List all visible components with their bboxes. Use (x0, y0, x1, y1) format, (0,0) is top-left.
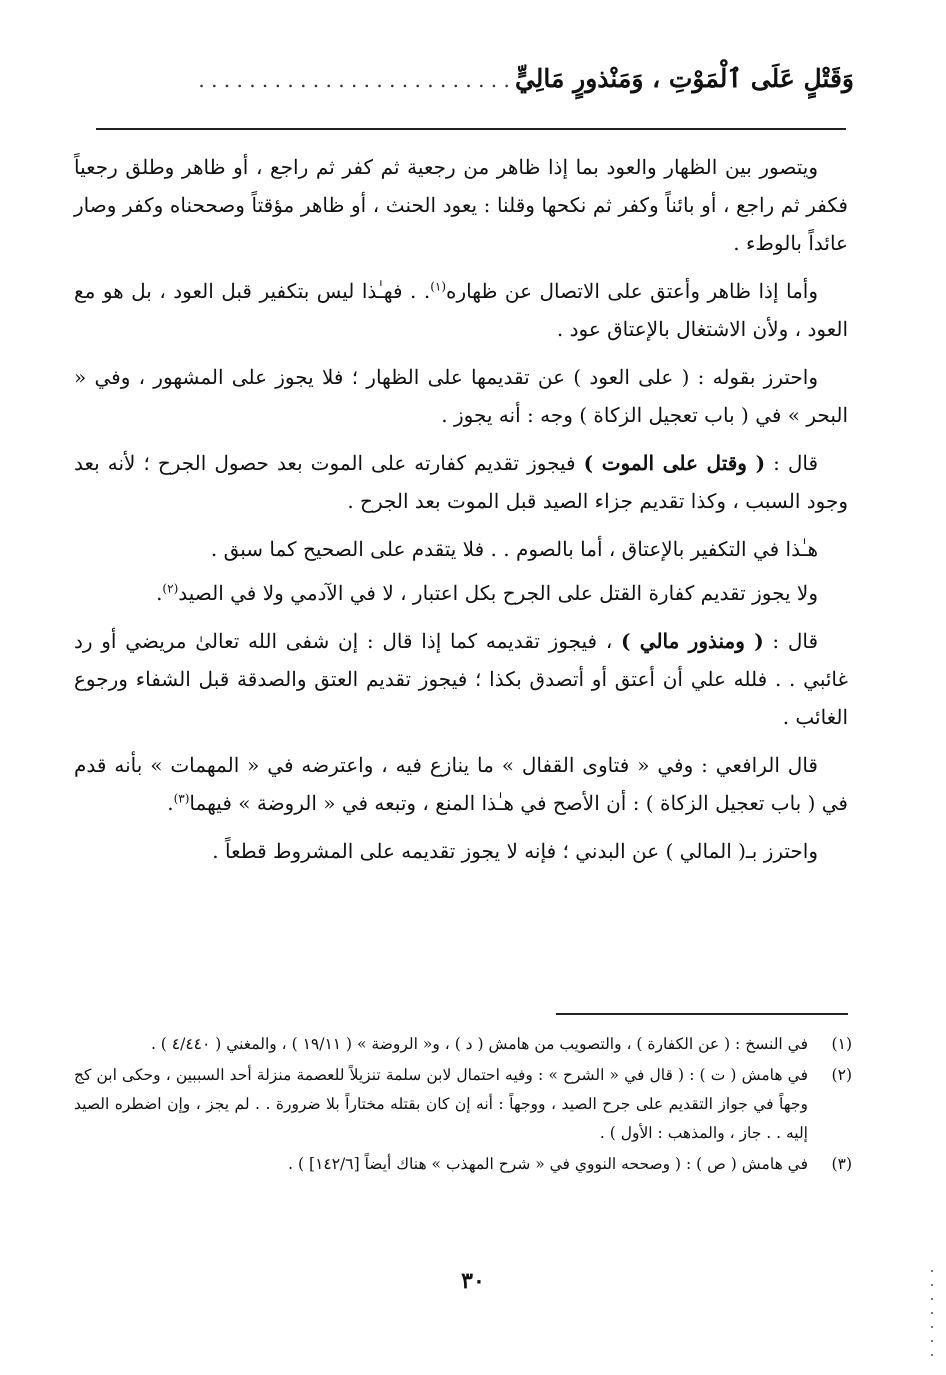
paragraph-4-bold: ( وقتل على الموت ) (583, 451, 766, 475)
paragraph-6 (74, 574, 848, 612)
paragraph-7-bold: ( ومنذور مالي ) (621, 629, 764, 653)
footnote-marker-2: (٢) (162, 581, 179, 596)
paragraph-6-after: . (156, 581, 163, 605)
footnote-rule (556, 1013, 848, 1015)
paragraph-2-before: وأما إذا ظاهر وأعتق على الاتصال عن ظهاره (446, 279, 818, 303)
footnote-3-text: في هامش ( ص ) : ( وصححه النووي في « شرح المهذب » هناك أيضاً [١٤٢/٦] ) . (288, 1155, 808, 1173)
footnote-3 (74, 1150, 852, 1179)
footnotes (74, 1030, 852, 1181)
paragraph-7 (74, 622, 848, 736)
scan-margin-marks (928, 1270, 936, 1370)
paragraph-7-lead: قال : (763, 629, 819, 653)
main-text (74, 148, 848, 880)
footnote-1 (74, 1030, 852, 1059)
paragraph-4-lead: قال : (765, 451, 819, 475)
paragraph-2-after: . . فهـٰذا ليس بتكفير قبل العود ، بل هو مع العود ، ولأن الاشتغال بالإعتاق عود . (74, 279, 848, 341)
paragraph-8-before: قال الرافعي : وفي « فتاوى القفال » ما ينازع فيه ، واعترضه في « المهمات » بأنه قدم في ( باب تعجيل الزكاة ) : أن الأصح في هـٰذا المنع ، وتبعه في « الروضة » فيهما (74, 753, 848, 815)
page-number: ٣٠ (461, 1268, 485, 1294)
paragraph-7-after: ، فيجوز تقديمه كما إذا قال : إن شفى الله تعالىٰ مريضي أو رد غائبي . . فلله علي أن أعتق أو أتصدق بكذا ؛ فيجوز تقديم العتق والصدقة قبل الشفاء ورجوع الغائب . (74, 629, 848, 729)
footnote-2 (74, 1061, 852, 1148)
paragraph-9: واحترز بـ( المالي ) عن البدني ؛ فإنه لا يجوز تقديمه على المشروط قطعاً . (212, 839, 818, 863)
header-title: وَقَتْلٍ عَلَى ٱلْمَوْتِ ، وَمَنْذورٍ مَالِيٍّ (514, 64, 854, 93)
footnote-2-number: (٢) (831, 1066, 852, 1084)
header-rule (96, 128, 846, 130)
footnote-1-number: (١) (831, 1035, 852, 1053)
paragraph-2 (74, 272, 848, 348)
paragraph-4 (74, 444, 848, 520)
footnote-marker-1: (١) (430, 279, 447, 294)
footnote-3-number: (٣) (831, 1155, 852, 1173)
running-header (70, 64, 854, 116)
paragraph-8 (74, 746, 848, 822)
header-leader-dots: . . . . . . . . . . . . . . . . . . . . . . . . . (198, 68, 510, 92)
paragraph-5: هـٰذا في التكفير بالإعتاق ، أما بالصوم . . فلا يتقدم على الصحيح كما سبق . (210, 537, 818, 561)
paragraph-3: واحترز بقوله : ( على العود ) عن تقديمها على الظهار ؛ فلا يجوز على المشهور ، وفي « البحر » في ( باب تعجيل الزكاة ) وجه : أنه يجوز . (74, 365, 848, 427)
footnote-marker-3: (٣) (173, 791, 190, 806)
paragraph-4-after: فيجوز تقديم كفارته على الموت بعد حصول الجرح ؛ لأنه بعد وجود السبب ، وكذا تقديم جزاء الصيد قبل الموت بعد الجرح . (74, 451, 848, 513)
paragraph-1: ويتصور بين الظهار والعود بما إذا ظاهر من رجعية ثم كفر ثم راجع ، أو ظاهر وطلق رجعياً فكفر ثم راجع ، أو بائناً وكفر ثم نكحها وقلنا : يعود الحنث ، أو ظاهر مؤقتاً وصححناه وكفر وصار عائداً بالوطء . (74, 155, 848, 255)
paragraph-8-after: . (167, 791, 174, 815)
paragraph-6-before: ولا يجوز تقديم كفارة القتل على الجرح بكل اعتبار ، لا في الآدمي ولا في الصيد (178, 581, 818, 605)
footnote-1-text: في النسخ : ( عن الكفارة ) ، والتصويب من هامش ( د ) ، و« الروضة » ( ١٩/١١ ) ، والمغني ( ٤/٤٤٠ ) . (150, 1035, 808, 1053)
footnote-2-text: في هامش ( ت ) : ( قال في « الشرح » : وفيه احتمال لابن سلمة تنزيلاً للعصمة منزلة أحد السببين ، وحكى ابن كج وجهاً في جواز التقديم على جرح الصيد ، ووجهاً : أنه إن كان بقتله مختاراً بلا ضرورة . . لم يجز ، وإن اضطره الصيد إليه . . جاز ، والمذهب : الأول ) . (74, 1066, 808, 1142)
